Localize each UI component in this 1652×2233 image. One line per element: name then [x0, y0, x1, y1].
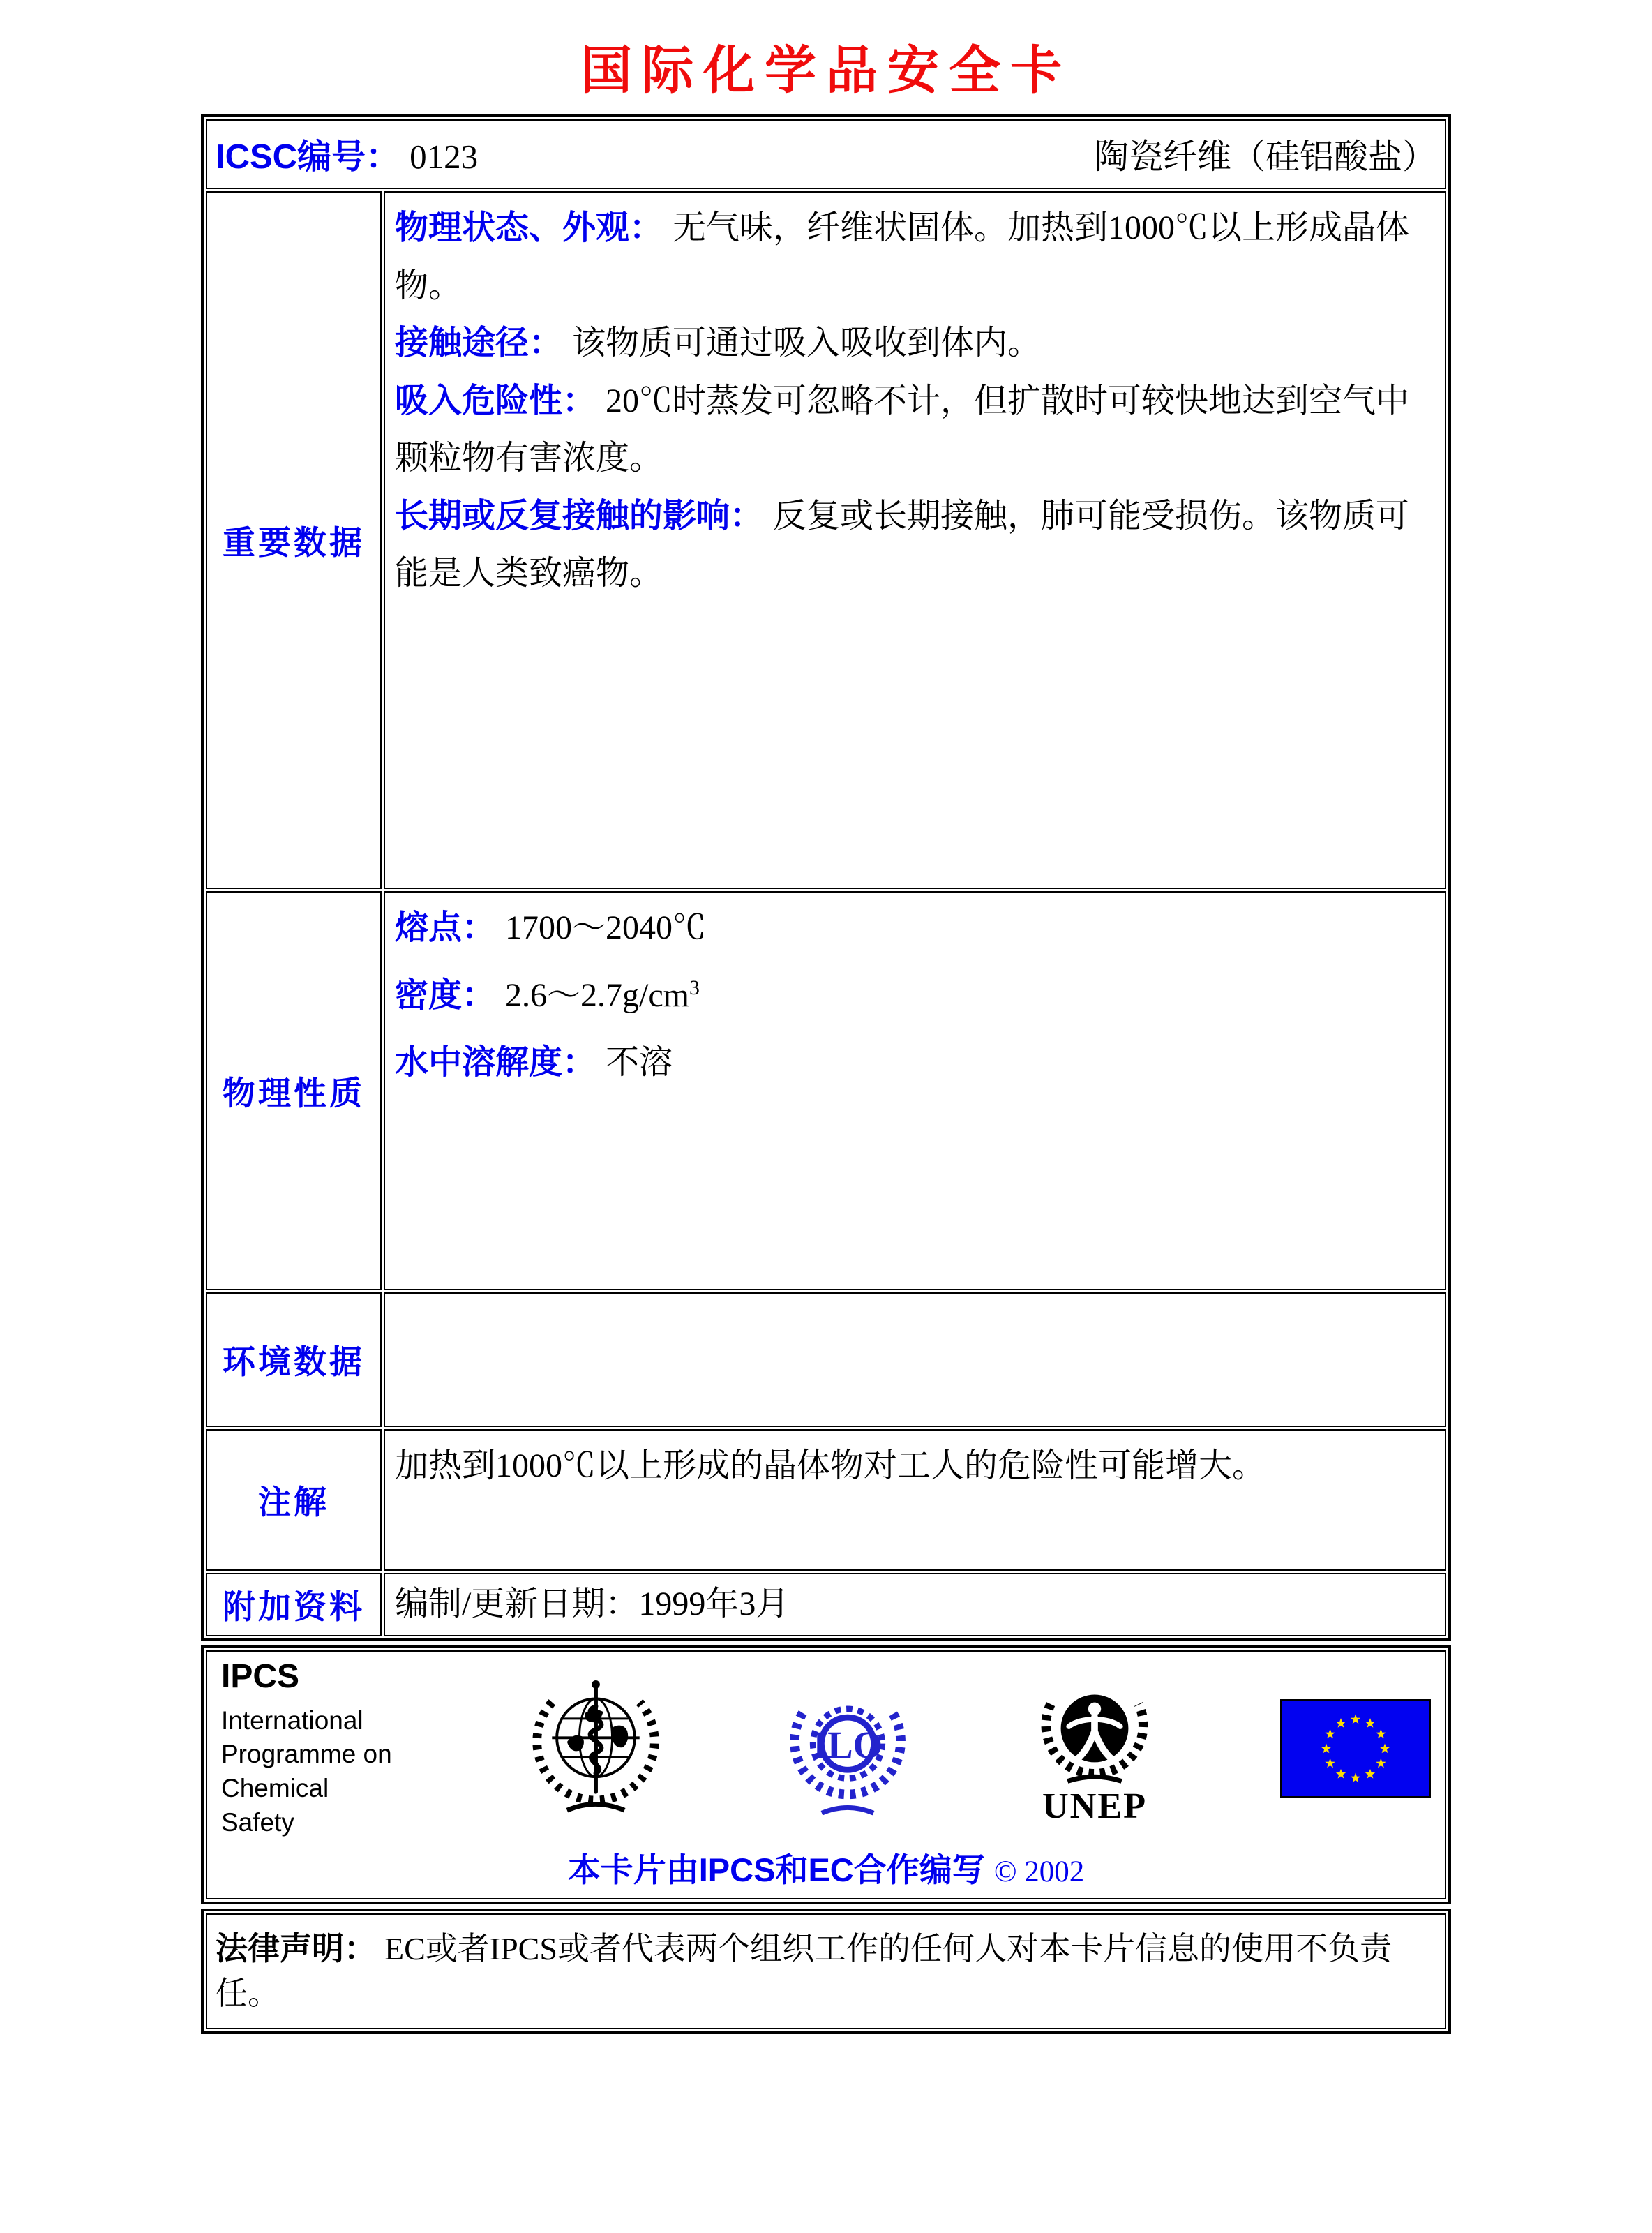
who-emblem-icon	[527, 1676, 664, 1821]
ipcs-text-block: IPCS International Programme on Chemical Safety	[221, 1657, 406, 1840]
legal-box	[201, 1909, 1451, 2034]
section-label-environment-data: 环境数据	[206, 1292, 382, 1427]
svg-text:ILO: ILO	[812, 1723, 883, 1766]
notes-row	[206, 1429, 1446, 1571]
footer-box	[201, 1645, 1451, 1904]
chemical-name: 陶瓷纤维（硅铝酸盐）	[1094, 137, 1436, 176]
copyright-year: © 2002	[993, 1855, 1085, 1888]
svg-text:UNEP: UNEP	[1042, 1785, 1147, 1823]
main-table	[201, 114, 1451, 1641]
important-data-item: 吸入危险性： 20℃时蒸发可忽略不计，但扩散时可较快地达到空气中颗粒物有害浓度。	[395, 382, 1410, 477]
physical-properties-row	[206, 891, 1446, 1290]
environment-data-content	[384, 1292, 1446, 1427]
ipcs-acronym: IPCS	[221, 1657, 300, 1695]
section-label-important-data: 重要数据	[206, 191, 382, 889]
eu-flag-icon	[1280, 1699, 1431, 1798]
section-label-additional-info: 附加资料	[206, 1573, 382, 1636]
important-data-item: 长期或反复接触的影响： 反复或长期接触，肺可能受损伤。该物质可能是人类致癌物。	[395, 497, 1410, 592]
additional-info-row	[206, 1573, 1446, 1636]
additional-info-content: 编制/更新日期：1999年3月	[384, 1573, 1446, 1636]
density: 密度： $2.6\sim 2.7g/cm^3$	[395, 976, 700, 1014]
important-data-row	[206, 191, 1446, 889]
water-solubility: 水中溶解度： 不溶	[395, 1044, 673, 1082]
physical-properties-content	[384, 891, 1446, 1290]
organization-logos	[221, 1657, 1431, 1840]
legal-notice-label: 法律声明：	[216, 1929, 376, 1966]
environment-data-row	[206, 1292, 1446, 1427]
icsc-number-label: ICSC编号：	[216, 138, 400, 176]
icsc-number-value: 0123	[410, 137, 479, 176]
cooperation-caption: 本卡片由IPCS和EC合作编写 © 2002	[567, 1851, 1085, 1888]
important-data-item: 接触途径： 该物质可通过吸入吸收到体内。	[395, 324, 1042, 362]
icsc-number	[216, 130, 478, 179]
icsc-card	[201, 114, 1451, 2034]
important-data-content	[384, 191, 1446, 889]
important-data-item: 物理状态、外观： 无气味，纤维状固体。加热到1000℃以上形成晶体物。	[395, 209, 1410, 304]
unep-emblem-icon	[1030, 1674, 1159, 1823]
section-label-physical-properties: 物理性质	[206, 891, 382, 1290]
legal-notice: 法律声明： EC或者IPCS或者代表两个组织工作的任何人对本卡片信息的使用不负责任。	[206, 1913, 1446, 2029]
notes-content: 加热到1000℃以上形成的晶体物对工人的危险性可能增大。	[384, 1429, 1446, 1571]
melting-point: 熔点： 1700～2040℃	[395, 909, 707, 946]
section-label-notes: 注解	[206, 1429, 382, 1571]
page-title: 国际化学品安全卡	[580, 43, 1072, 100]
header-row	[206, 119, 1446, 189]
ilo-emblem-icon	[786, 1679, 909, 1818]
